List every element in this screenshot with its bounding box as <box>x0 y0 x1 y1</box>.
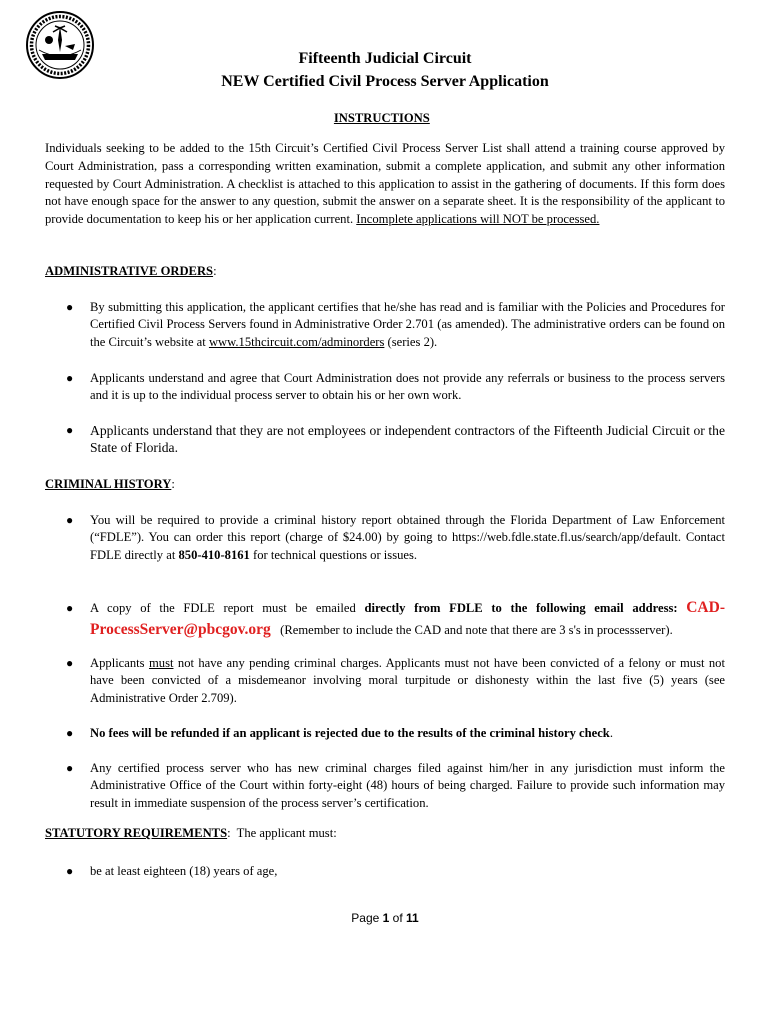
admin-order-item: By submitting this application, the applicant certifies that he/she has read and is familiar with the Policies and Procedures for Certified Civil Process Servers found in Administrative Order 2.701 (as amended). The administrative orders can be found on the Circuit’s website at www.15thcircuit.com/adminorders (series 2). <box>90 300 725 349</box>
incomplete-warning: Incomplete applications will NOT be processed. <box>356 212 600 227</box>
new-charges-item: Any certified process server who has new criminal charges filed against him/her in any jurisdiction must inform the Administrative Office of the Court within forty-eight (48) hours of being charged. Failure to provide such information may result in immediate suspension of the process server’s certification. <box>90 761 725 810</box>
criminal-history-heading: CRIMINAL HISTORY: <box>45 477 175 491</box>
no-refund-item: No fees will be refunded if an applicant is rejected due to the results of the criminal history check. <box>90 726 613 740</box>
age-requirement-item: be at least eighteen (18) years of age, <box>90 864 278 878</box>
intro-text: Individuals seeking to be added to the 15th Circuit’s Certified Civil Process Server List shall attend a training course approved by Court Administration, pass a corresponding written examination, submit a complete application, and submit any other information requested by Court Administration. A checklist is attached to this application to assist in the gathering of documents. If this form does not have enough space for the answer to any question, submit the answer on a separate sheet. It is the responsibility of the applicant to provide documentation to keep his or her application current. <box>45 141 725 227</box>
instructions-heading: INSTRUCTIONS <box>333 111 430 125</box>
bullet-icon: ● <box>66 601 74 615</box>
statutory-requirements-heading: STATUTORY REQUIREMENTS: The applicant must: <box>45 826 337 840</box>
pending-charges-item: Applicants must not have any pending criminal charges. Applicants must not have been convicted of a felony or must not have been convicted of a misdemeanor involving moral turpitude or dishonesty within the last five (5) years (see Administrative Order 2.709). <box>90 656 725 705</box>
bullet-icon: ● <box>66 864 74 878</box>
intro-paragraph <box>45 140 725 229</box>
bullet-icon: ● <box>66 513 74 527</box>
bullet-icon: ● <box>66 371 74 385</box>
fdle-phone: 850-410-8161 <box>178 547 250 562</box>
document-subtitle: NEW Certified Civil Process Server Application <box>221 73 549 90</box>
bullet-icon: ● <box>66 423 74 437</box>
document-title: Fifteenth Judicial Circuit <box>298 50 472 67</box>
court-seal-logo <box>25 10 95 80</box>
adminorders-link[interactable]: www.15thcircuit.com/adminorders <box>208 334 385 349</box>
page-footer: Page 1 of 11 <box>351 911 419 925</box>
fdle-email-item: A copy of the FDLE report must be emailed directly from FDLE to the following email address: CAD-ProcessServer@pbcgov.org (Remember to include the CAD and note that there are 3 s's in processserver). <box>90 599 725 638</box>
bullet-icon: ● <box>66 726 74 740</box>
bullet-icon: ● <box>66 300 74 314</box>
employment-item: Applicants understand that they are not employees or independent contractors of the Fifteenth Judicial Circuit or the State of Florida. <box>90 423 725 456</box>
administrative-orders-heading: ADMINISTRATIVE ORDERS: <box>45 264 217 278</box>
bullet-icon: ● <box>66 656 74 670</box>
cad-email-link[interactable]: CAD-ProcessServer@pbcgov.org <box>90 599 725 638</box>
fdle-report-item: You will be required to provide a criminal history report obtained through the Florida Department of Law Enforcement (“FDLE”). You can order this report (charge of $24.00) by going to https://web.fdle.state.fl.us/search/app/default. Contact FDLE directly at 850-410-8161 for technical questions or issues. <box>90 513 725 562</box>
bullet-icon: ● <box>66 761 74 775</box>
referral-item: Applicants understand and agree that Court Administration does not provide any referrals or business to the process servers and it is up to the individual process server to obtain his or her own work. <box>90 371 725 403</box>
